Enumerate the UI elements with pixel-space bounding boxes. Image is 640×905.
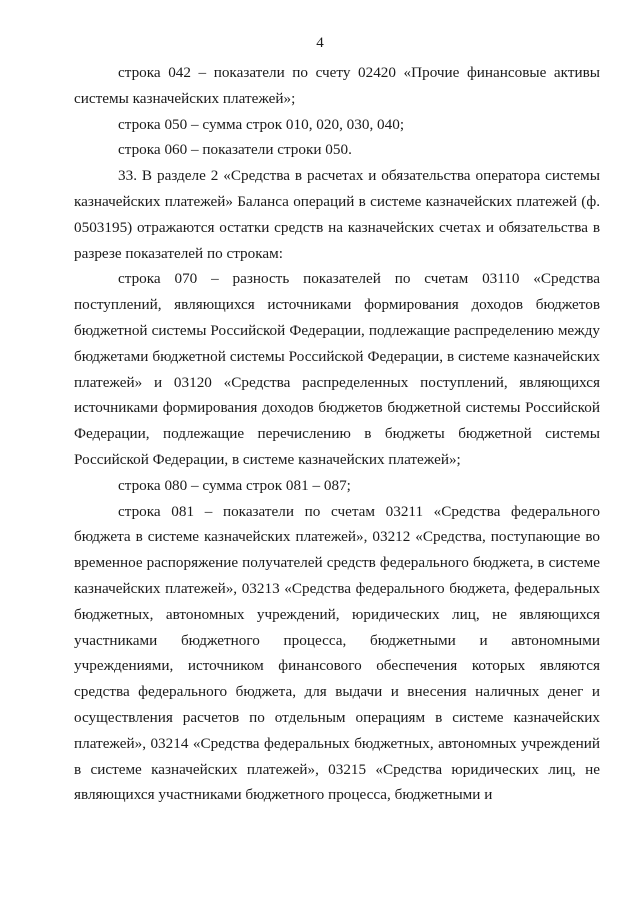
- paragraph-row-080: строка 080 – сумма строк 081 – 087;: [118, 476, 351, 494]
- document-body: [74, 60, 600, 808]
- paragraph-row-042: строка 042 – показатели по счету 02420 «Прочие финансовые активы системы казначейских платежей»;: [74, 64, 600, 107]
- paragraph-row-060: строка 060 – показатели строки 050.: [118, 141, 352, 159]
- paragraph-section-33: 33. В разделе 2 «Средства в расчетах и обязательства оператора системы казначейских платежей» Баланса операций в системе казначейских платежей (ф. 0503195) отражаются остатки средств на казначейских счетах и обязательства в разрезе показателей по строкам:: [74, 167, 600, 262]
- paragraph-row-070: строка 070 – разность показателей по счетам 03110 «Средства поступлений, являющихся источниками формирования доходов бюджетов бюджетной системы Российской Федерации, подлежащие распределению между бюджетами бюджетной системы Российской Федерации, в системе казначейских платежей» и 03120 «Средства распределенных поступлений, являющихся источниками формирования доходов бюджетов бюджетной системы Российской Федерации, подлежащие перечислению в бюджеты бюджетной системы Российской Федерации, в системе казначейских платежей»;: [74, 270, 600, 468]
- paragraph-row-050: строка 050 – сумма строк 010, 020, 030, 040;: [118, 115, 405, 133]
- page-number: 4: [316, 35, 324, 51]
- paragraph-row-081: строка 081 – показатели по счетам 03211 «Средства федерального бюджета в системе казначейских платежей», 03212 «Средства, поступающие во временное распоряжение получателей средств федерального бюджета, в системе казначейских платежей», 03213 «Средства федерального бюджета, федеральных бюджетных, автономных учреждений, юридических лиц, не являющихся участниками бюджетного процесса, бюджетными и автономными учреждениями, источником финансового обеспечения которых являются средства федерального бюджета, для выдачи и внесения наличных денег и осуществления расчетов по отдельным операциям в системе казначейских платежей», 03214 «Средства федеральных бюджетных, автономных учреждений в системе казначейских платежей», 03215 «Средства юридических лиц, не являющихся участниками бюджетного процесса, бюджетными и: [74, 502, 600, 804]
